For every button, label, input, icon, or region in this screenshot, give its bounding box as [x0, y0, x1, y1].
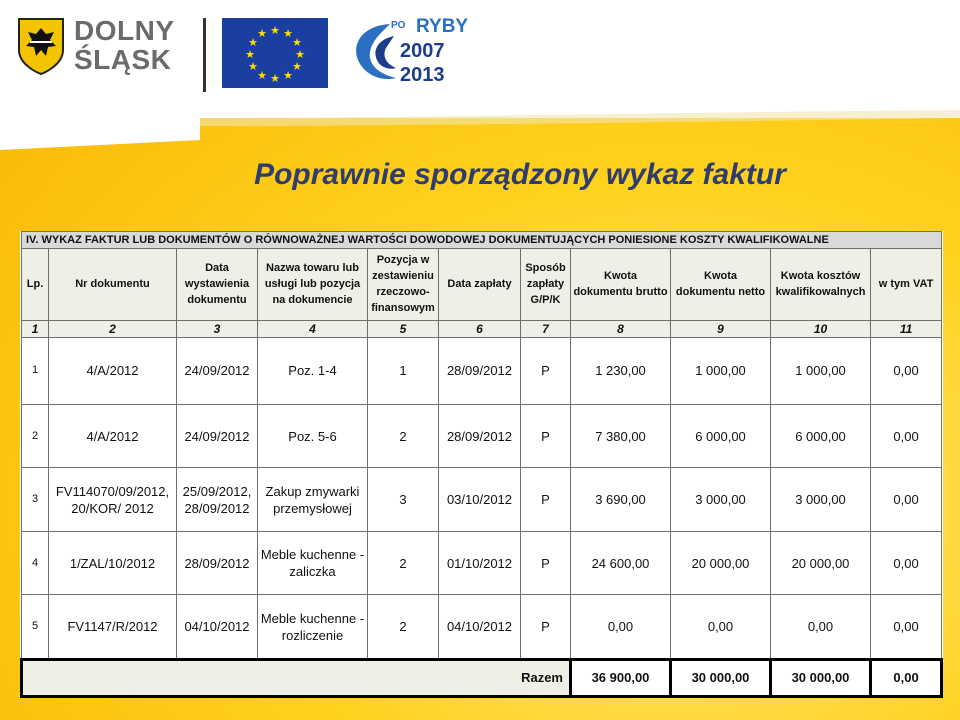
logo-text-line2: ŚLĄSK: [74, 44, 172, 75]
eu-flag: [222, 18, 328, 88]
cell-lp: 1: [22, 337, 49, 404]
cell-sposob-zaplaty: P: [521, 468, 571, 531]
cell-kwota-netto: 6 000,00: [671, 405, 771, 468]
eu-stars-icon: [222, 18, 328, 88]
ryby-year-end: 2013: [400, 64, 445, 86]
svg-text:★: ★: [292, 36, 302, 49]
totals-row: [22, 659, 942, 696]
header-row: [22, 249, 942, 320]
svg-text:★: ★: [283, 27, 293, 40]
cell-data-wystawienia: 04/10/2012: [177, 595, 258, 659]
cell-nr-dokumentu: 1/ZAL/10/2012: [49, 531, 177, 594]
ryby-year-start: 2007: [400, 40, 445, 62]
invoice-table: [20, 231, 943, 698]
column-number: 10: [771, 320, 871, 337]
header-cell: w tym VAT: [871, 249, 942, 320]
cell-kwota-netto: 20 000,00: [671, 531, 771, 594]
cell-sposob-zaplaty: P: [521, 531, 571, 594]
column-number: 1: [22, 320, 49, 337]
table-row: [22, 405, 942, 468]
total-label: [22, 659, 571, 696]
total-kwalifikowalne: 30 000,00: [771, 659, 871, 696]
cell-kwota-kwalifikowalna: 0,00: [771, 595, 871, 659]
section-title: IV. WYKAZ FAKTUR LUB DOKUMENTÓW O RÓWNOWAŻNEJ WARTOŚCI DOWODOWEJ DOKUMENTUJĄCYCH PONIESIONE KOSZTY KWALIFIKOWALNE: [22, 232, 942, 249]
svg-text:★: ★: [270, 72, 280, 85]
svg-text:★: ★: [248, 60, 258, 73]
svg-text:★: ★: [295, 48, 305, 61]
column-number: 5: [368, 320, 439, 337]
svg-text:★: ★: [270, 24, 280, 37]
cell-pozycja-zestawienia: 2: [368, 405, 439, 468]
cell-data-zaplaty: 28/09/2012: [439, 337, 521, 404]
total-vat: 0,00: [871, 659, 942, 696]
table-row: [22, 531, 942, 594]
cell-lp: 5: [22, 595, 49, 659]
cell-vat: 0,00: [871, 405, 942, 468]
cell-kwota-kwalifikowalna: 1 000,00: [771, 337, 871, 404]
svg-text:★: ★: [283, 69, 293, 82]
cell-data-wystawienia: 25/09/2012, 28/09/2012: [177, 468, 258, 531]
cell-nr-dokumentu: FV1147/R/2012: [49, 595, 177, 659]
column-number: 7: [521, 320, 571, 337]
total-brutto: 36 900,00: [571, 659, 671, 696]
header-cell: Pozycja w zestawieniu rzeczowo-finansowym: [368, 249, 439, 320]
cell-kwota-netto: 1 000,00: [671, 337, 771, 404]
cell-kwota-netto: 0,00: [671, 595, 771, 659]
header-cell: Nazwa towaru lub usługi lub pozycja na dokumencie: [258, 249, 368, 320]
column-number: 6: [439, 320, 521, 337]
cell-nazwa-towaru: Poz. 1-4: [258, 337, 368, 404]
cell-kwota-netto: 3 000,00: [671, 468, 771, 531]
cell-kwota-kwalifikowalna: 6 000,00: [771, 405, 871, 468]
cell-pozycja-zestawienia: 2: [368, 595, 439, 659]
cell-lp: 4: [22, 531, 49, 594]
svg-text:★: ★: [245, 48, 255, 61]
column-number: 3: [177, 320, 258, 337]
cell-sposob-zaplaty: P: [521, 595, 571, 659]
column-number: 9: [671, 320, 771, 337]
cell-kwota-kwalifikowalna: 3 000,00: [771, 468, 871, 531]
cell-kwota-brutto: 7 380,00: [571, 405, 671, 468]
po-ryby-logo: [350, 16, 470, 90]
cell-pozycja-zestawienia: 1: [368, 337, 439, 404]
cell-vat: 0,00: [871, 595, 942, 659]
data-rows: [22, 337, 942, 659]
column-number: 11: [871, 320, 942, 337]
cell-data-zaplaty: 04/10/2012: [439, 595, 521, 659]
ryby-name-label: RYBY: [416, 16, 469, 37]
header-cell: Lp.: [22, 249, 49, 320]
cell-lp: 2: [22, 405, 49, 468]
cell-pozycja-zestawienia: 3: [368, 468, 439, 531]
cell-kwota-brutto: 0,00: [571, 595, 671, 659]
cell-pozycja-zestawienia: 2: [368, 531, 439, 594]
page-title: Poprawnie sporządzony wykaz faktur: [254, 158, 786, 191]
cell-vat: 0,00: [871, 531, 942, 594]
header-cell: Nr dokumentu: [49, 249, 177, 320]
cell-kwota-brutto: 1 230,00: [571, 337, 671, 404]
svg-text:★: ★: [257, 69, 267, 82]
cell-nazwa-towaru: Meble kuchenne - zaliczka: [258, 531, 368, 594]
section-title-row: [22, 232, 942, 249]
header-cell: Kwota kosztów kwalifikowalnych: [771, 249, 871, 320]
svg-text:★: ★: [292, 60, 302, 73]
cell-data-zaplaty: 01/10/2012: [439, 531, 521, 594]
table-row: [22, 595, 942, 659]
cell-nr-dokumentu: 4/A/2012: [49, 405, 177, 468]
table-row: [22, 337, 942, 404]
header-cell: Data zapłaty: [439, 249, 521, 320]
total-netto: 30 000,00: [671, 659, 771, 696]
cell-kwota-brutto: 24 600,00: [571, 531, 671, 594]
cell-data-zaplaty: 03/10/2012: [439, 468, 521, 531]
total-label-text: Razem: [521, 670, 563, 686]
coat-of-arms-icon: [16, 16, 66, 76]
column-number: 4: [258, 320, 368, 337]
totals-body: [22, 659, 942, 696]
cell-nazwa-towaru: Poz. 5-6: [258, 405, 368, 468]
cell-nr-dokumentu: 4/A/2012: [49, 337, 177, 404]
cell-nazwa-towaru: Meble kuchenne - rozliczenie: [258, 595, 368, 659]
column-number-row: [22, 320, 942, 337]
cell-vat: 0,00: [871, 468, 942, 531]
cell-data-wystawienia: 28/09/2012: [177, 531, 258, 594]
header-cell: Kwota dokumentu brutto: [571, 249, 671, 320]
cell-lp: 3: [22, 468, 49, 531]
cell-data-wystawienia: 24/09/2012: [177, 405, 258, 468]
cell-sposob-zaplaty: P: [521, 337, 571, 404]
cell-vat: 0,00: [871, 337, 942, 404]
logo-divider: [203, 18, 206, 92]
dolny-slask-logo: [16, 14, 206, 84]
cell-sposob-zaplaty: P: [521, 405, 571, 468]
cell-data-zaplaty: 28/09/2012: [439, 405, 521, 468]
logo-text-line1: DOLNY: [74, 15, 175, 46]
column-number: 2: [49, 320, 177, 337]
header-cell: Sposób zapłaty G/P/K: [521, 249, 571, 320]
ryby-po-label: PO: [391, 20, 406, 31]
table-row: [22, 468, 942, 531]
table-body: [22, 232, 942, 338]
cell-nazwa-towaru: Zakup zmywarki przemysłowej: [258, 468, 368, 531]
svg-text:★: ★: [248, 36, 258, 49]
svg-text:★: ★: [257, 27, 267, 40]
header-cell: Kwota dokumentu netto: [671, 249, 771, 320]
cell-data-wystawienia: 24/09/2012: [177, 337, 258, 404]
cell-kwota-kwalifikowalna: 20 000,00: [771, 531, 871, 594]
header-cell: Data wystawienia dokumentu: [177, 249, 258, 320]
cell-nr-dokumentu: FV114070/09/2012, 20/KOR/ 2012: [49, 468, 177, 531]
cell-kwota-brutto: 3 690,00: [571, 468, 671, 531]
column-number: 8: [571, 320, 671, 337]
